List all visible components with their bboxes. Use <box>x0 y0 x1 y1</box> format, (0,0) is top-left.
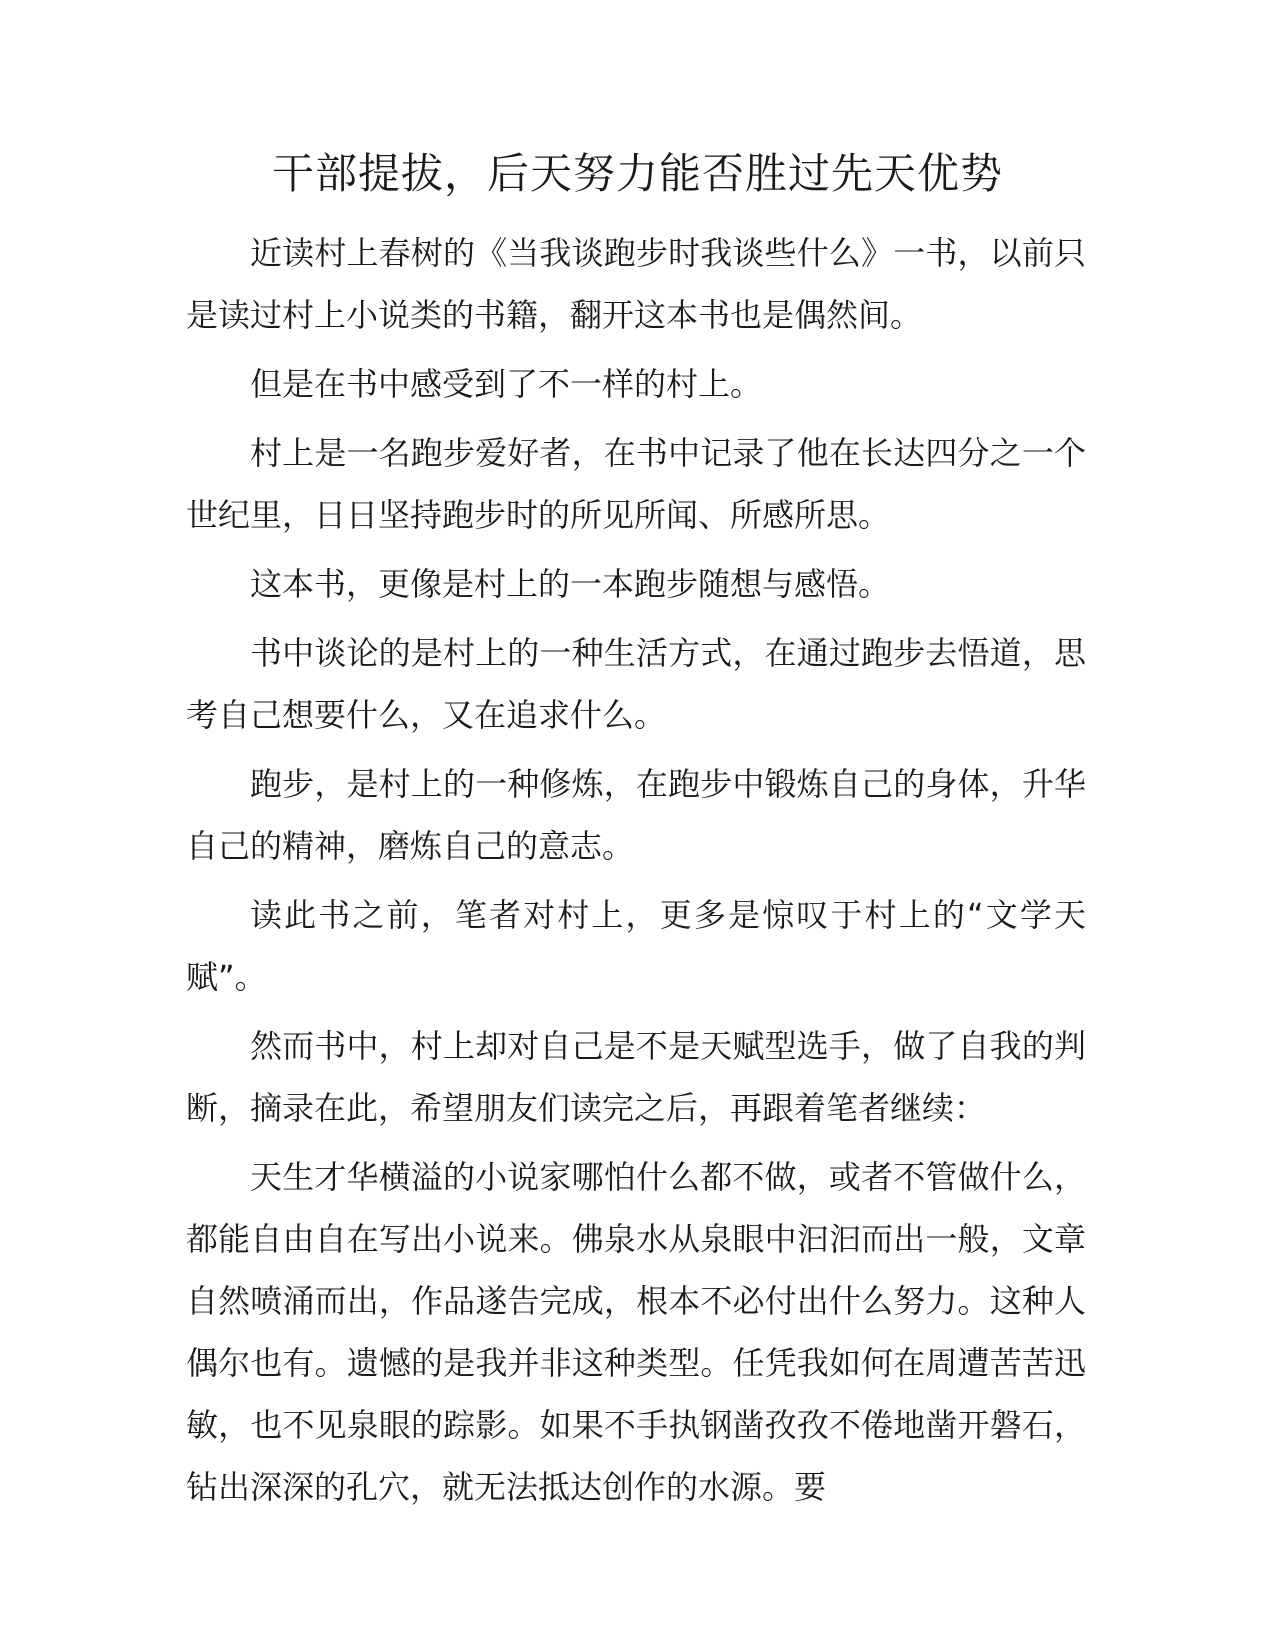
paragraph: 然而书中，村上却对自己是不是天赋型选手，做了自我的判断，摘录在此，希望朋友们读完之后，再跟着笔者继续： <box>186 1027 1086 1127</box>
paragraph: 读此书之前，笔者对村上，更多是惊叹于村上的“文学天赋”。 <box>186 896 1086 996</box>
paragraph: 近读村上春树的《当我谈跑步时我谈些什么》一书，以前只是读过村上小说类的书籍，翻开这本书也是偶然间。 <box>186 234 1086 334</box>
document-title: 干部提拔，后天努力能否胜过先天优势 <box>271 149 1003 198</box>
document-body <box>186 222 1086 1525</box>
paragraph: 这本书，更像是村上的一本跑步随想与感悟。 <box>250 565 891 603</box>
paragraph: 但是在书中感受到了不一样的村上。 <box>250 365 763 403</box>
paragraph: 天生才华横溢的小说家哪怕什么都不做，或者不管做什么，都能自由自在写出小说来。佛泉水从泉眼中汩汩而出一般，文章自然喷涌而出，作品遂告完成，根本不必付出什么努力。这种人偶尔也有。遗憾的是我并非这种类型。任凭我如何在周遭苦苦迅敏，也不见泉眼的踪影。如果不手执钢凿孜孜不倦地凿开磐石，钻出深深的孔穴，就无法抵达创作的水源。要 <box>186 1158 1086 1506</box>
paragraph: 书中谈论的是村上的一种生活方式，在通过跑步去悟道，思考自己想要什么，又在追求什么。 <box>186 634 1086 734</box>
paragraph: 村上是一名跑步爱好者，在书中记录了他在长达四分之一个世纪里，日日坚持跑步时的所见所闻、所感所思。 <box>186 434 1086 534</box>
paragraph: 跑步，是村上的一种修炼，在跑步中锻炼自己的身体，升华自己的精神，磨炼自己的意志。 <box>186 765 1086 865</box>
